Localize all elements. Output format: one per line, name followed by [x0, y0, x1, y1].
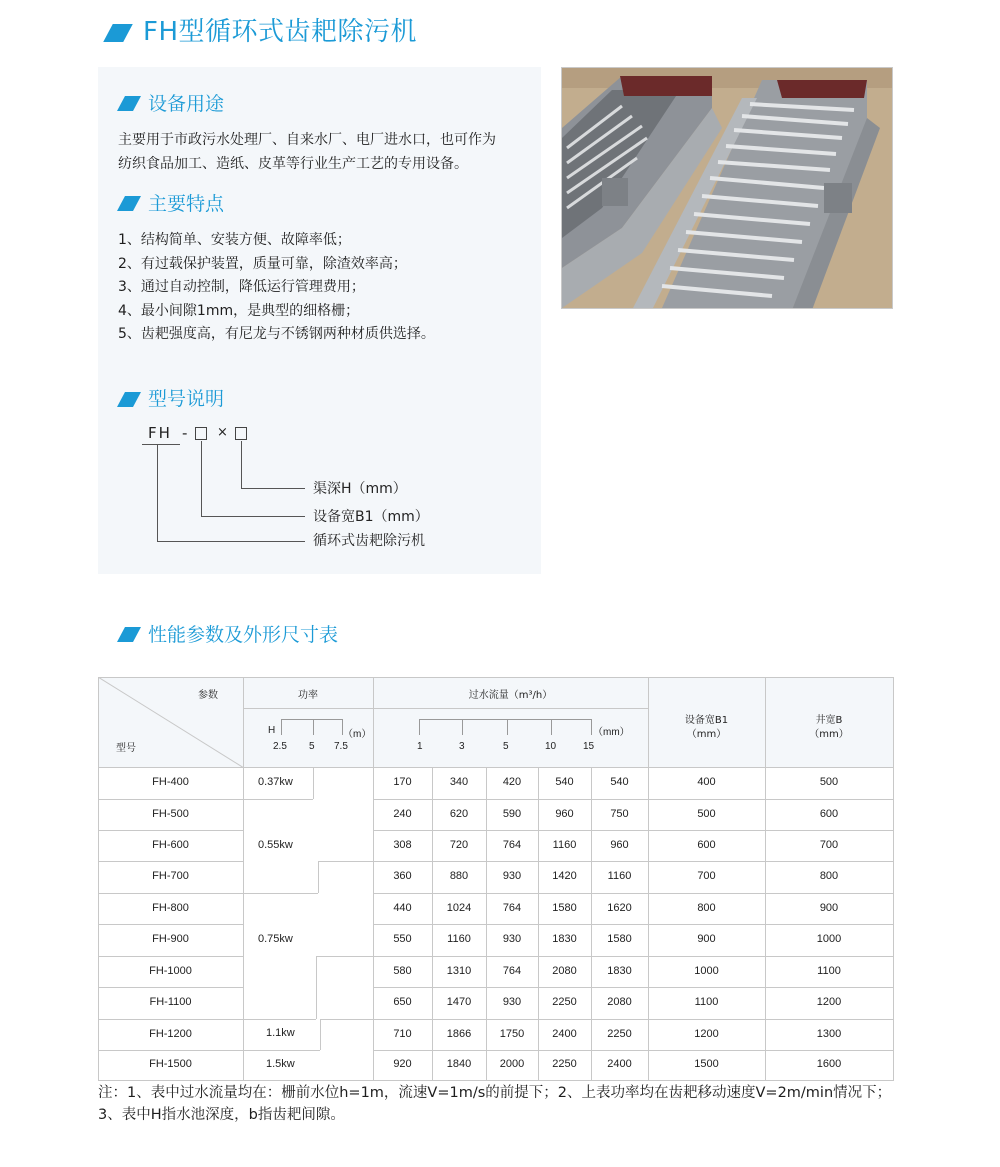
b1-header: 设备宽B1	[684, 715, 729, 726]
underline	[142, 444, 180, 445]
flow-cell: 1620	[607, 902, 632, 914]
well-header: 井宽B	[815, 715, 843, 726]
flow-cell: 420	[502, 776, 522, 788]
flow-cell: 1580	[607, 933, 632, 945]
flow-cell: 650	[393, 996, 412, 1008]
well-cell: 700	[819, 839, 839, 851]
grid-line	[98, 893, 243, 894]
grid-line	[243, 1050, 320, 1051]
power-cell: 0.55kw	[258, 839, 293, 851]
b1-cell: 1100	[694, 996, 719, 1008]
connector-line	[157, 445, 158, 541]
flow-cell: 1310	[446, 965, 472, 977]
b1-cell: 600	[697, 839, 716, 851]
tick-line	[551, 719, 552, 735]
connector-line	[241, 488, 305, 489]
power-cell: 1.1kw	[266, 1027, 295, 1039]
flow-cell: 440	[393, 902, 412, 914]
feature-item: 2、有过载保护装置，质量可靠，除渣效率高；	[118, 255, 407, 272]
model-cell: FH-1000	[149, 965, 192, 977]
well-cell: 1200	[816, 996, 842, 1008]
tick-line	[507, 719, 508, 735]
page-title: FH型循环式齿耙除污机	[143, 17, 418, 47]
model-cell: FH-1100	[149, 996, 192, 1008]
table-notes	[98, 1082, 891, 1126]
flow-cell: 764	[502, 965, 522, 977]
flow-cell: 1470	[446, 996, 472, 1008]
grid-line	[243, 708, 648, 709]
model-cell: FH-800	[152, 902, 189, 914]
tick-line	[281, 719, 343, 720]
flow-cell: 240	[393, 808, 412, 820]
model-cell: FH-500	[152, 808, 189, 820]
power-cell: 0.37kw	[258, 776, 293, 788]
flow-cell: 340	[449, 776, 469, 788]
tick-line	[313, 719, 314, 735]
tick-line	[591, 719, 592, 735]
note-line-1: 注：1、表中过水流量均在：栅前水位h=1m，流速V=1m/s的前提下；2、上表功率均在齿耙移动速度V=2m/min情况下；	[98, 1085, 892, 1101]
grid-line	[373, 956, 894, 957]
grid-line	[373, 1019, 894, 1020]
flow-cell: 764	[502, 839, 522, 851]
grid-line	[318, 861, 373, 862]
well-cell: 600	[819, 808, 839, 820]
legend-depth: 渠深H（mm）	[313, 481, 407, 497]
grid-line	[243, 1019, 316, 1020]
grid-line	[98, 799, 243, 800]
flow-cell: 960	[555, 808, 574, 820]
usage-heading: 设备用途	[148, 93, 225, 115]
flow-cell: 2400	[607, 1058, 632, 1070]
placeholder-box-width	[195, 427, 207, 440]
flow-cell: 920	[393, 1058, 412, 1070]
model-cell: FH-1200	[149, 1028, 192, 1040]
flow-cell: 170	[393, 776, 412, 788]
flow-cell: 2080	[607, 996, 632, 1008]
grid-line	[316, 956, 317, 1019]
section-marker-icon	[117, 627, 141, 642]
b1-cell: 1200	[694, 1028, 719, 1040]
flow-cell: 1580	[552, 902, 577, 914]
flow-cell: 540	[555, 776, 574, 788]
grid-line	[373, 987, 894, 988]
placeholder-box-depth	[235, 427, 247, 440]
b1-cell: 800	[697, 902, 716, 914]
grid-line	[243, 893, 318, 894]
connector-line	[157, 541, 305, 542]
well-unit: （mm）	[809, 729, 849, 740]
b1-cell: 1000	[694, 965, 719, 977]
flow-cell: 1830	[552, 933, 577, 945]
well-cell: 1100	[817, 965, 841, 977]
flow-tick: 3	[459, 741, 465, 752]
grid-line	[538, 767, 539, 1080]
grid-line	[893, 677, 894, 1081]
title-marker-icon	[103, 24, 133, 42]
flow-cell: 1840	[446, 1058, 472, 1070]
tick-line	[419, 719, 591, 720]
flow-cell: 930	[502, 933, 522, 945]
grid-line	[320, 1019, 373, 1020]
model-cell: FH-600	[152, 839, 189, 851]
feature-item: 5、齿耙强度高，有尼龙与不锈钢两种材质供选择。	[118, 326, 435, 343]
grid-line	[373, 1050, 894, 1051]
flow-cell: 930	[502, 870, 522, 882]
grid-line	[432, 767, 433, 1080]
flow-cell: 710	[393, 1028, 412, 1040]
flow-cell: 550	[393, 933, 412, 945]
flow-tick: 10	[545, 741, 557, 752]
model-cell: FH-700	[152, 870, 189, 882]
usage-line-1: 主要用于市政污水处理厂、自来水厂、电厂进水口，也可作为	[118, 132, 496, 148]
corner-diagonal	[98, 677, 244, 768]
corner-top-label: 参数	[198, 690, 218, 701]
well-cell: 500	[819, 776, 839, 788]
feature-item: 3、通过自动控制，降低运行管理费用；	[118, 279, 365, 296]
flow-cell: 750	[610, 808, 629, 820]
grid-line	[98, 924, 243, 925]
flow-cell: 720	[449, 839, 469, 851]
flow-cell: 2000	[499, 1058, 525, 1070]
flow-cell: 2080	[552, 965, 577, 977]
power-unit: （m）	[343, 729, 372, 740]
grid-line	[98, 861, 243, 862]
connector-line	[201, 516, 305, 517]
flow-cell: 1024	[446, 902, 472, 914]
feature-item: 1、结构简单、安装方便、故障率低；	[118, 232, 351, 248]
power-tick: 2.5	[273, 741, 287, 752]
model-heading: 型号说明	[148, 388, 225, 410]
flow-cell: 1866	[446, 1028, 472, 1040]
power-cell: 1.5kw	[266, 1058, 295, 1070]
flow-header: 过水流量（m³/h）	[468, 690, 553, 701]
b1-cell: 1500	[694, 1058, 719, 1070]
flow-cell: 1160	[607, 870, 632, 882]
well-cell: 1000	[816, 933, 842, 945]
model-cell: FH-1500	[149, 1058, 192, 1070]
grid-line	[318, 861, 319, 893]
power-cell: 0.75kw	[258, 933, 293, 945]
grid-line	[591, 767, 592, 1080]
flow-cell: 764	[502, 902, 522, 914]
flow-cell: 540	[610, 776, 629, 788]
corner-bottom-label: 型号	[116, 743, 136, 754]
b1-cell: 900	[697, 933, 716, 945]
well-cell: 1600	[816, 1058, 842, 1070]
flow-cell: 1420	[552, 870, 577, 882]
tick-line	[281, 719, 282, 735]
product-photo	[561, 67, 893, 309]
tick-line	[462, 719, 463, 735]
flow-cell: 1750	[499, 1028, 525, 1040]
model-code-prefix: FH	[148, 424, 172, 442]
flow-cell: 2250	[607, 1028, 632, 1040]
flow-cell: 620	[449, 808, 469, 820]
grid-line	[98, 830, 243, 831]
tick-line	[419, 719, 420, 735]
features-list	[118, 229, 435, 347]
grid-line	[98, 1050, 243, 1051]
feature-item: 4、最小间隙1mm，是典型的细格栅；	[118, 302, 360, 319]
flow-tick: 5	[503, 741, 509, 752]
flow-cell: 1830	[607, 965, 632, 977]
grid-line	[373, 861, 894, 862]
flow-tick: 15	[583, 741, 595, 752]
legend-name: 循环式齿耙除污机	[313, 533, 425, 549]
model-cell: FH-900	[152, 933, 189, 945]
grid-line	[486, 767, 487, 1080]
flow-cell: 2250	[552, 996, 577, 1008]
table-heading: 性能参数及外形尺寸表	[148, 624, 339, 646]
well-cell: 1300	[816, 1028, 842, 1040]
model-cell: FH-400	[152, 776, 189, 788]
grid-line	[98, 1080, 894, 1081]
grid-line	[98, 987, 243, 988]
grid-line	[313, 767, 314, 799]
flow-cell: 960	[610, 839, 629, 851]
power-header: 功率	[298, 690, 318, 701]
flow-cell: 930	[502, 996, 522, 1008]
flow-cell: 308	[393, 839, 412, 851]
note-line-2: 3、表中H指水池深度，b指齿耙间隙。	[98, 1107, 345, 1123]
flow-cell: 1160	[552, 839, 577, 851]
flow-cell: 2400	[552, 1028, 577, 1040]
features-heading: 主要特点	[148, 193, 225, 215]
flow-cell: 590	[502, 808, 522, 820]
power-tick: 7.5	[334, 741, 348, 752]
grid-line	[98, 1019, 243, 1020]
model-code-dash: -	[182, 424, 188, 442]
usage-line-2: 纺织食品加工、造纸、皮革等行业生产工艺的专用设备。	[118, 156, 468, 172]
flow-cell: 580	[393, 965, 412, 977]
well-cell: 900	[819, 902, 839, 914]
grid-line	[316, 956, 373, 957]
b1-cell: 700	[697, 870, 716, 882]
model-code-times: ×	[217, 425, 228, 440]
flow-cell: 360	[393, 870, 412, 882]
flow-unit: （mm）	[593, 727, 630, 738]
connector-line	[201, 441, 202, 516]
power-h-label: H	[268, 725, 276, 736]
grid-line	[373, 830, 894, 831]
well-cell: 800	[819, 870, 839, 882]
grid-line	[320, 1019, 321, 1050]
spec-table	[98, 677, 894, 1081]
flow-cell: 880	[449, 870, 469, 882]
power-tick: 5	[309, 741, 315, 752]
grid-line	[243, 799, 313, 800]
flow-cell: 2250	[552, 1058, 577, 1070]
legend-width: 设备宽B1（mm）	[313, 509, 429, 525]
connector-line	[241, 441, 242, 488]
grid-line	[373, 893, 894, 894]
grid-line	[373, 924, 894, 925]
b1-cell: 400	[697, 776, 716, 788]
b1-cell: 500	[697, 808, 716, 820]
grid-line	[373, 799, 894, 800]
rake-screen-image	[562, 68, 893, 309]
flow-tick: 1	[417, 741, 423, 752]
flow-cell: 1160	[447, 933, 471, 945]
grid-line	[98, 956, 243, 957]
b1-unit: （mm）	[686, 729, 727, 740]
